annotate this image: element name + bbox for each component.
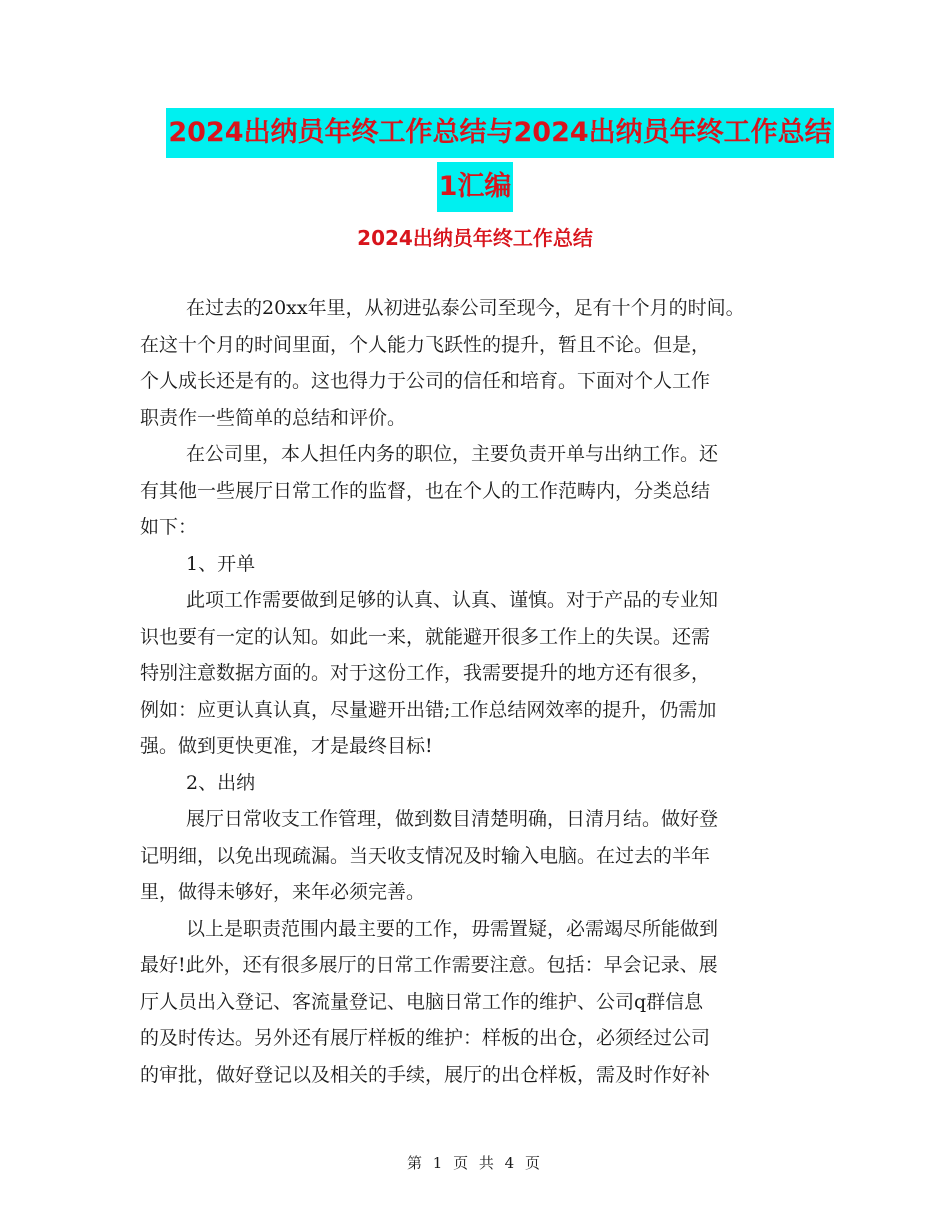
paragraph-line: 特别注意数据方面的。对于这份工作，我需要提升的地方还有很多， xyxy=(140,662,711,684)
paragraph-line: 厅人员出入登记、客流量登记、电脑日常工作的维护、公司q群信息 xyxy=(140,990,704,1013)
paragraph-line: 的及时传达。另外还有展厅样板的维护：样板的出仓，必须经过公司 xyxy=(140,1027,711,1049)
section-title: 2024出纳员年终工作总结 xyxy=(357,226,593,250)
paragraph-line: 职责作一些简单的总结和评价。 xyxy=(140,406,407,429)
title-line-1: 2024出纳员年终工作总结与2024出纳员年终工作总结 xyxy=(166,108,833,158)
paragraph-line: 强。做到更快更准，才是最终目标! xyxy=(140,735,433,757)
paragraph-line: 记明细，以免出现疏漏。当天收支情况及时输入电脑。在过去的半年 xyxy=(140,844,711,867)
page-footer: 第 1 页 共 4 页 xyxy=(407,1154,543,1172)
subheading-kaidan: 1、开单 xyxy=(186,552,256,575)
paragraph-line: 以上是职责范围内最主要的工作，毋需置疑，必需竭尽所能做到 xyxy=(186,917,719,940)
paragraph-line: 个人成长还是有的。这也得力于公司的信任和培育。下面对个人工作 xyxy=(140,370,711,392)
paragraph-line: 例如：应更认真认真，尽量避开出错;工作总结网效率的提升，仍需加 xyxy=(140,698,717,721)
paragraph-line: 展厅日常收支工作管理，做到数目清楚明确，日清月结。做好登 xyxy=(186,808,719,830)
body-text xyxy=(140,290,830,1093)
paragraph-line: 此项工作需要做到足够的认真、认真、谨慎。对于产品的专业知 xyxy=(186,589,719,611)
document-title xyxy=(0,108,950,212)
subheading-chuna: 2、出纳 xyxy=(186,771,256,794)
paragraph-line: 有其他一些展厅日常工作的监督，也在个人的工作范畴内，分类总结 xyxy=(140,479,711,502)
paragraph-line: 的审批，做好登记以及相关的手续，展厅的出仓样板，需及时作好补 xyxy=(140,1063,711,1086)
paragraph-line: 里，做得未够好，来年必须完善。 xyxy=(140,881,426,903)
paragraph-line: 在这十个月的时间里面，个人能力飞跃性的提升，暂且不论。但是， xyxy=(140,333,711,356)
paragraph-line: 在公司里，本人担任内务的职位，主要负责开单与出纳工作。还 xyxy=(186,443,719,465)
paragraph-line: 最好!此外，还有很多展厅的日常工作需要注意。包括：早会记录、展 xyxy=(140,954,718,976)
paragraph-line: 识也要有一定的认知。如此一来，就能避开很多工作上的失误。还需 xyxy=(140,625,711,648)
title-line-2: 1汇编 xyxy=(437,162,514,212)
paragraph-line: 如下： xyxy=(140,516,198,538)
paragraph-line: 在过去的20xx年里，从初进弘泰公司至现今，足有十个月的时间。 xyxy=(186,297,745,319)
